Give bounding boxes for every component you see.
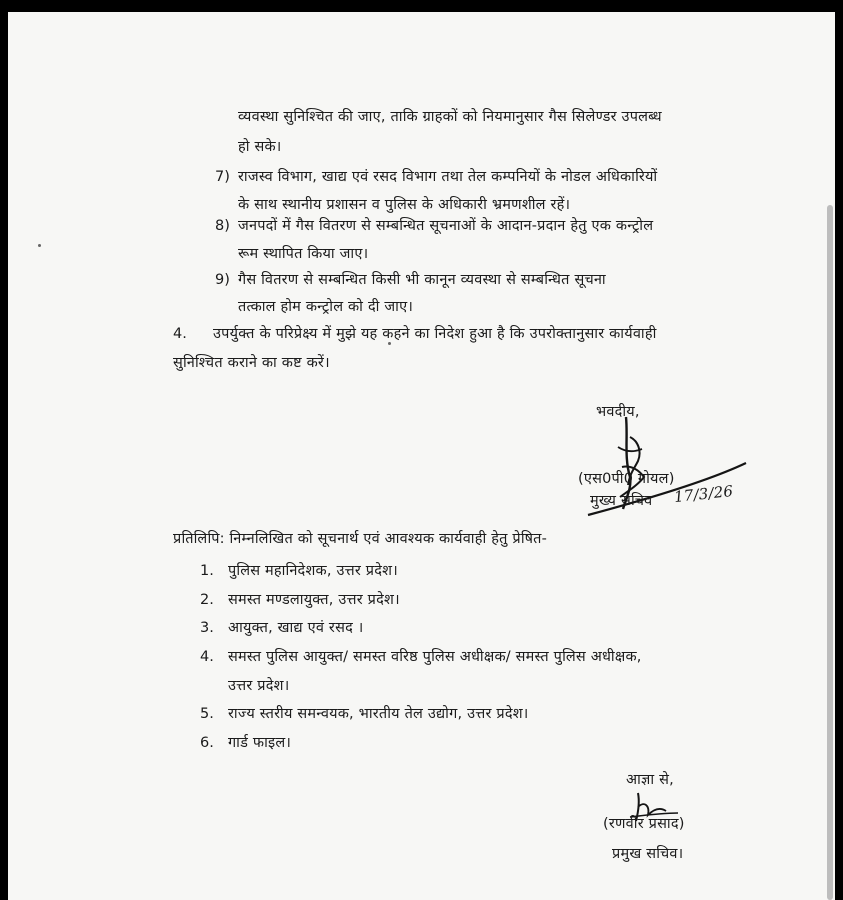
point-number: 9) [215, 272, 230, 288]
copy-item: पुलिस महानिदेशक, उत्तर प्रदेश। [228, 563, 398, 579]
copy-to-heading: प्रतिलिपि: निम्नलिखित को सूचनार्थ एवं आवश्यक कार्यवाही हेतु प्रेषित- [173, 531, 548, 547]
copy-item-number: 3. [200, 620, 214, 636]
vertical-scrollbar[interactable] [827, 205, 833, 900]
paragraph-4-line-1: उपर्युक्त के परिप्रेक्ष्य में मुझे यह कहने का निदेश हुआ है कि उपरोक्तानुसार कार्यवाही [213, 326, 657, 342]
copy-item: आयुक्त, खाद्य एवं रसद । [228, 620, 364, 636]
signatory-1-name: (एस0पी0 गोयल) [578, 471, 675, 487]
paragraph-number: 4. [173, 326, 187, 342]
continuation-line-2: हो सके। [238, 139, 282, 155]
copy-item-number: 1. [200, 563, 214, 579]
signatory-1-designation: मुख्य सचिव [590, 493, 653, 509]
point-number: 8) [215, 218, 230, 234]
point-7-line-1: राजस्व विभाग, खाद्य एवं रसद विभाग तथा तेल कम्पनियों के नोडल अधिकारियों [238, 169, 658, 185]
closing-aagya-se: आज्ञा से, [626, 772, 674, 788]
point-8-line-1: जनपदों में गैस वितरण से सम्बन्धित सूचनाओं के आदान-प्रदान हेतु एक कन्ट्रोल [238, 218, 654, 234]
signatory-2-name: (रणवीर प्रसाद) [603, 816, 685, 832]
copy-item-number: 6. [200, 735, 214, 751]
point-9-line-1: गैस वितरण से सम्बन्धित किसी भी कानून व्यवस्था से सम्बन्धित सूचना [238, 272, 606, 288]
copy-item: गार्ड फाइल। [228, 735, 292, 751]
point-number: 7) [215, 169, 230, 185]
signatory-2-designation: प्रमुख सचिव। [612, 846, 684, 862]
copy-item: समस्त पुलिस आयुक्त/ समस्त वरिष्ठ पुलिस अधीक्षक/ समस्त पुलिस अधीक्षक, [228, 649, 642, 665]
copy-item-number: 5. [200, 706, 214, 722]
copy-item-continued: उत्तर प्रदेश। [228, 678, 290, 694]
continuation-line-1: व्यवस्था सुनिश्चित की जाए, ताकि ग्राहकों को नियमानुसार गैस सिलेण्डर उपलब्ध [238, 109, 662, 125]
copy-item-number: 4. [200, 649, 214, 665]
top-frame [0, 0, 843, 12]
point-9-line-2: तत्काल होम कन्ट्रोल को दी जाए। [238, 299, 414, 315]
closing-bhavdiya: भवदीय, [596, 404, 640, 420]
point-8-line-2: रूम स्थापित किया जाए। [238, 246, 369, 262]
handwritten-date: 17/3/26 [673, 481, 735, 507]
point-7-line-2: के साथ स्थानीय प्रशासन व पुलिस के अधिकारी भ्रमणशील रहें। [238, 197, 571, 213]
scan-dot [38, 244, 41, 247]
paragraph-4-line-2: सुनिश्चित कराने का कष्ट करें। [173, 355, 330, 371]
document-page [8, 12, 835, 900]
copy-item-number: 2. [200, 592, 214, 608]
copy-item: समस्त मण्डलायुक्त, उत्तर प्रदेश। [228, 592, 400, 608]
copy-item: राज्य स्तरीय समन्वयक, भारतीय तेल उद्योग, उत्तर प्रदेश। [228, 706, 529, 722]
